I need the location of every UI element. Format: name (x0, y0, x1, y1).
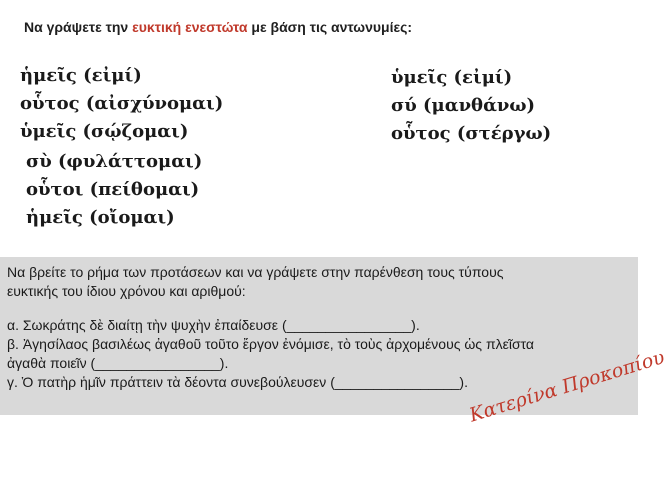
instruction-title (24, 19, 412, 35)
exercise-item-b-line1: β. Ἀγησίλαος βασιλέως ἀγαθοῦ τοῦτο ἔργον ἐνόμισε, τὸ τοὺς ἀρχομένους ὡς πλεῖστα (7, 336, 535, 352)
instruction-suffix: με βάση τις αντωνυμίες: (247, 19, 413, 35)
exercise-item-b-line2: ἀγαθὰ ποιεῖν (________________). (7, 355, 229, 371)
pronoun-item: σὺ (φυλάττομαι) (26, 151, 203, 172)
exercise-item-c: γ. Ὁ πατὴρ ἡμῖν πράττειν τὰ δέοντα συνεβούλευσεν (________________). (7, 374, 468, 390)
spacer (7, 301, 635, 316)
pronoun-item: ἡμεῖς (οἴομαι) (26, 207, 175, 228)
pronoun-item: οὗτος (στέργω) (391, 123, 552, 144)
pronoun-list-left-top (20, 62, 223, 146)
exercise-intro-line2: ευκτικής του ίδιου χρόνου και αριθμού: (7, 283, 246, 299)
pronoun-list-right (391, 64, 551, 148)
pronoun-item: ὑμεῖς (σῴζομαι) (20, 121, 189, 142)
instruction-prefix: Να γράψετε την (24, 19, 133, 35)
pronoun-item: ἡμεῖς (εἰμί) (20, 65, 142, 86)
exercise-item-a: α. Σωκράτης δὲ διαίτῃ τὴν ψυχὴν ἐπαίδευσε (________________). (7, 317, 420, 333)
exercise-block (7, 263, 635, 392)
instruction-highlight: ευκτική ενεστώτα (132, 19, 248, 35)
pronoun-item: οὗτος (αἰσχύνομαι) (20, 93, 224, 114)
pronoun-list-left-bottom (26, 148, 202, 232)
pronoun-item: οὗτοι (πείθομαι) (26, 179, 200, 200)
pronoun-item: ὑμεῖς (εἰμί) (391, 67, 513, 88)
exercise-intro-line1: Να βρείτε το ρήμα των προτάσεων και να γράψετε στην παρένθεση τους τύπους (7, 264, 504, 280)
pronoun-item: σύ (μανθάνω) (391, 95, 536, 116)
author-signature: Κατερίνα Προκοπίου (466, 346, 667, 427)
